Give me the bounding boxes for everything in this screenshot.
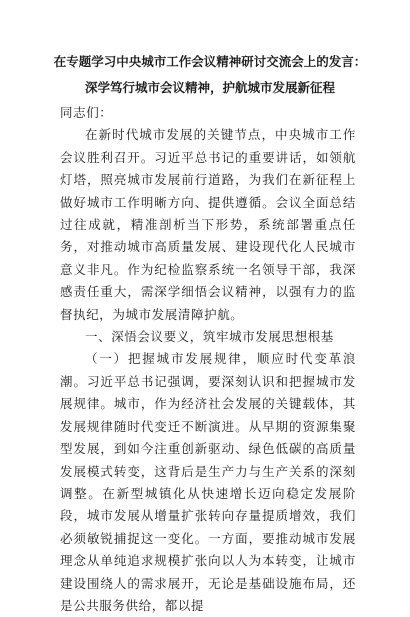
document-title-line-2: 深学笃行城市会议精神，护航城市发展新征程 xyxy=(84,80,335,95)
document-title-line-1: 在专题学习中央城市工作会议精神研讨交流会上的发言： xyxy=(53,54,367,69)
paragraph-intro: 在新时代城市发展的关键节点，中央城市工作会议胜利召开。习近平总书记的重要讲话，如领航灯塔，照亮城市发展前行道路，为我们在新征程上做好城市工作明晰方向、提供遵循。会议全面总结过往成就，精准剖析当下形势，系统部署重点任务，对推动城市高质量发展、建设现代化人民城市意义非凡。作为纪检监察系统一名领导干部，我深感责任重大，需深学细悟会议精神，以强有力的监督执纪，为城市发展清障护航。 xyxy=(60,127,356,322)
salutation: 同志们： xyxy=(60,105,113,120)
section-heading-1: 一、深悟会议要义，筑牢城市发展思想根基 xyxy=(85,329,334,345)
paragraph-subsection-1: （一）把握城市发展规律，顺应时代变革浪潮。习近平总书记强调，要深刻认识和把握城市发展规律。城市，作为经济社会发展的关键载体，其发展规律随时代变迁不断演进。从早期的资源集聚型发展，到如今注重创新驱动、绿色低碳的高质量发展模式转变，这背后是生产力与生产关系的深刻调整。在新型城镇化从快速增长迈向稳定发展阶段，城市发展从增量扩张转向存量提质增效，我们必须敏锐捕捉这一变化。一方面，要推动城市发展理念从单纯追求规模扩张向以人为本转变，让城市建设围绕人的需求展开，无论是基础设施布局，还是公共服务供给，都以提 xyxy=(60,351,356,613)
document-body xyxy=(60,102,356,617)
